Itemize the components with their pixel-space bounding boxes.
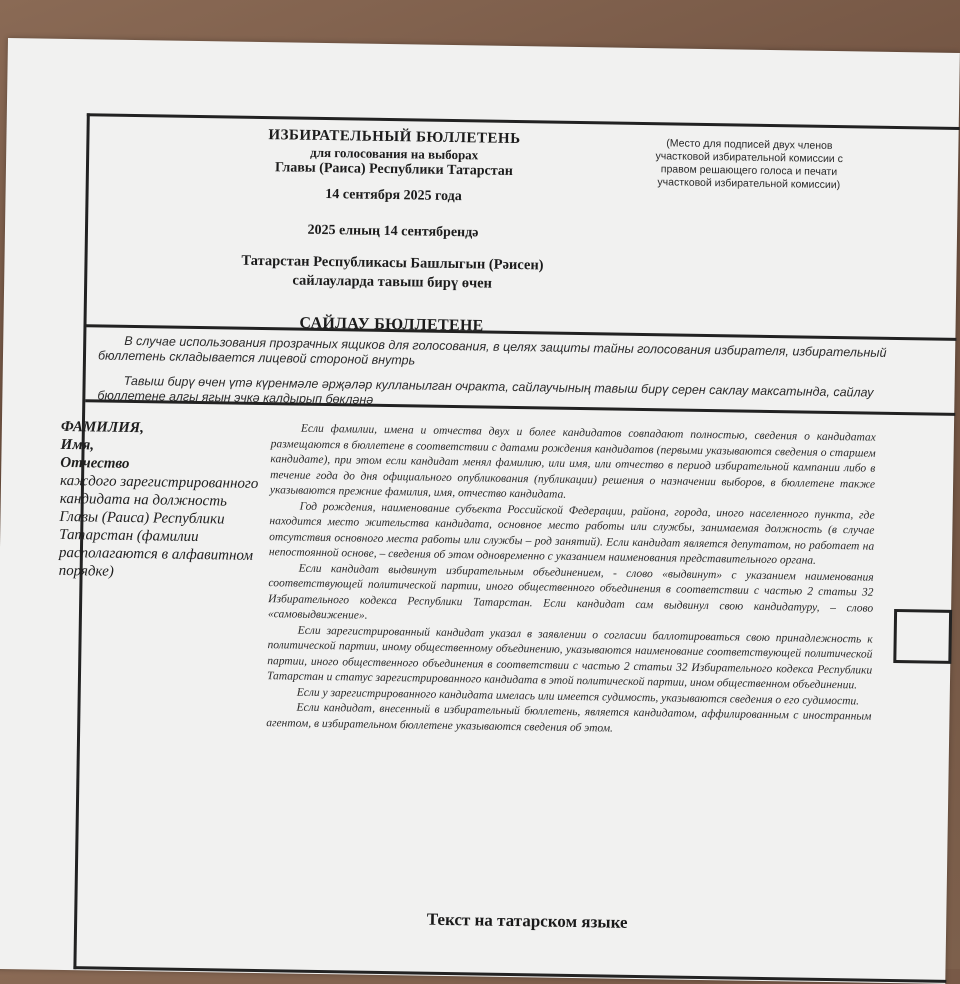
paragraph: Если кандидат выдвинут избирательным объединением, - слово «выдвинут» с указанием наименования соответствующей политической партии, иного общественного объединения в соответствии с частью 2 статьи 32 Избирательного кодекса Республики Татарстан. Если кандидат сам выдвинул свою кандидатуру, – слово «самовыдвижение».	[267, 562, 874, 622]
signature-area-note: (Место для подписей двух членов участковой избирательной комиссии с правом решающего голоса и печати участковой избирательной комиссии)	[655, 137, 843, 192]
note-russian: В случае использования прозрачных ящиков для голосования, в целях защиты тайны голосования избирателя, избирательный бюллетень складывается лицевой стороной внутрь	[97, 333, 887, 368]
paragraph: Если у зарегистрированного кандидата имелась или имеется судимость, указываются сведения о его судимости.	[296, 686, 860, 707]
candidate-info-text	[266, 421, 876, 740]
tatar-subtitle	[177, 251, 608, 296]
header-titles	[176, 126, 609, 338]
label-name: Имя,	[60, 436, 95, 454]
label-rest: каждого зарегистрированного кандидата на должность Главы (Раиса) Республики Татарстан (фамилии располагаются в алфавитном порядке)	[58, 472, 259, 580]
folding-notes	[85, 327, 956, 416]
paragraph: Если зарегистрированный кандидат указал в заявлении о согласии баллотироваться свою принадлежность к политической партии, иному общественному объединению, указываются наименование соответствующей политической партии, иного общественного объединения в соответствии с частью 2 статьи 32 Избирательного кодекса Республики Татарстан и статус зарегистрированного кандидата в этой политической партии, ином общественном объединении.	[266, 624, 873, 692]
tatar-subtitle-1: Татарстан Республикасы Башлыгын (Рәисен)	[241, 252, 544, 274]
label-patronymic: Отчество	[60, 454, 130, 472]
label-surname: ФАМИЛИЯ,	[60, 418, 145, 437]
paragraph: Если кандидат, внесенный в избирательный бюллетень, является кандидатом, аффилированным с иностранным агентом, в избирательном бюллетене указываются сведения об этом.	[266, 701, 872, 735]
tatar-ballot-title: САЙЛАУ БЮЛЛЕТЕНЕ	[299, 314, 484, 335]
ballot-header	[86, 116, 959, 341]
vote-checkbox[interactable]	[893, 609, 952, 664]
ballot-subtitle-2: Главы (Раиса) Республики Татарстан	[274, 160, 514, 179]
note-tatar: Тавыш бирү өчен үтә күренмәле әрҗәләр кулланылган очракта, сайлаучының тавыш бирү серен саклау максатында, сайлау бюллетене алгы ягын эчкә калдырып бөкләнә	[97, 373, 874, 407]
tatar-election-date: 2025 елның 14 сентябрендә	[307, 222, 479, 241]
tatar-text-placeholder: Текст на татарском языке	[426, 909, 628, 932]
ballot-paper	[0, 38, 960, 984]
election-date: 14 сентября 2025 года	[325, 187, 462, 205]
paragraph: Если фамилии, имена и отчества двух и более кандидатов совпадают полностью, сведения о кандидатах размещаются в бюллетене в соответствии с датами рождения кандидатов (первыми указываются сведения о старшем кандидате), при этом если кандидат менял фамилию, или имя, или отчество в период избирательной кампании либо в течение года до дня официального опубликования (публикации) решения о назначении выборов, в бюллетене также указываются прежние фамилия, имя, отчество кандидата.	[269, 422, 876, 501]
ballot-frame	[58, 113, 959, 983]
ballot-subtitle-1: для голосования на выборах	[310, 144, 479, 163]
candidate-label	[58, 418, 261, 583]
tatar-subtitle-2: сайлауларда тавыш бирү өчен	[292, 272, 493, 292]
paragraph: Год рождения, наименование субъекта Российской Федерации, района, города, иного населенного пункта, где находится место жительства кандидата, основное место работы или службы, занимаемая должность (в случае отсутствия основного места работы или службы – род занятий). Если кандидат является депутатом, но работает на непостоянной основе, – сведения об этом одновременно с указанием наименования представительного органа.	[268, 500, 875, 567]
ballot-title: ИЗБИРАТЕЛЬНЫЙ БЮЛЛЕТЕНЬ	[268, 127, 521, 148]
